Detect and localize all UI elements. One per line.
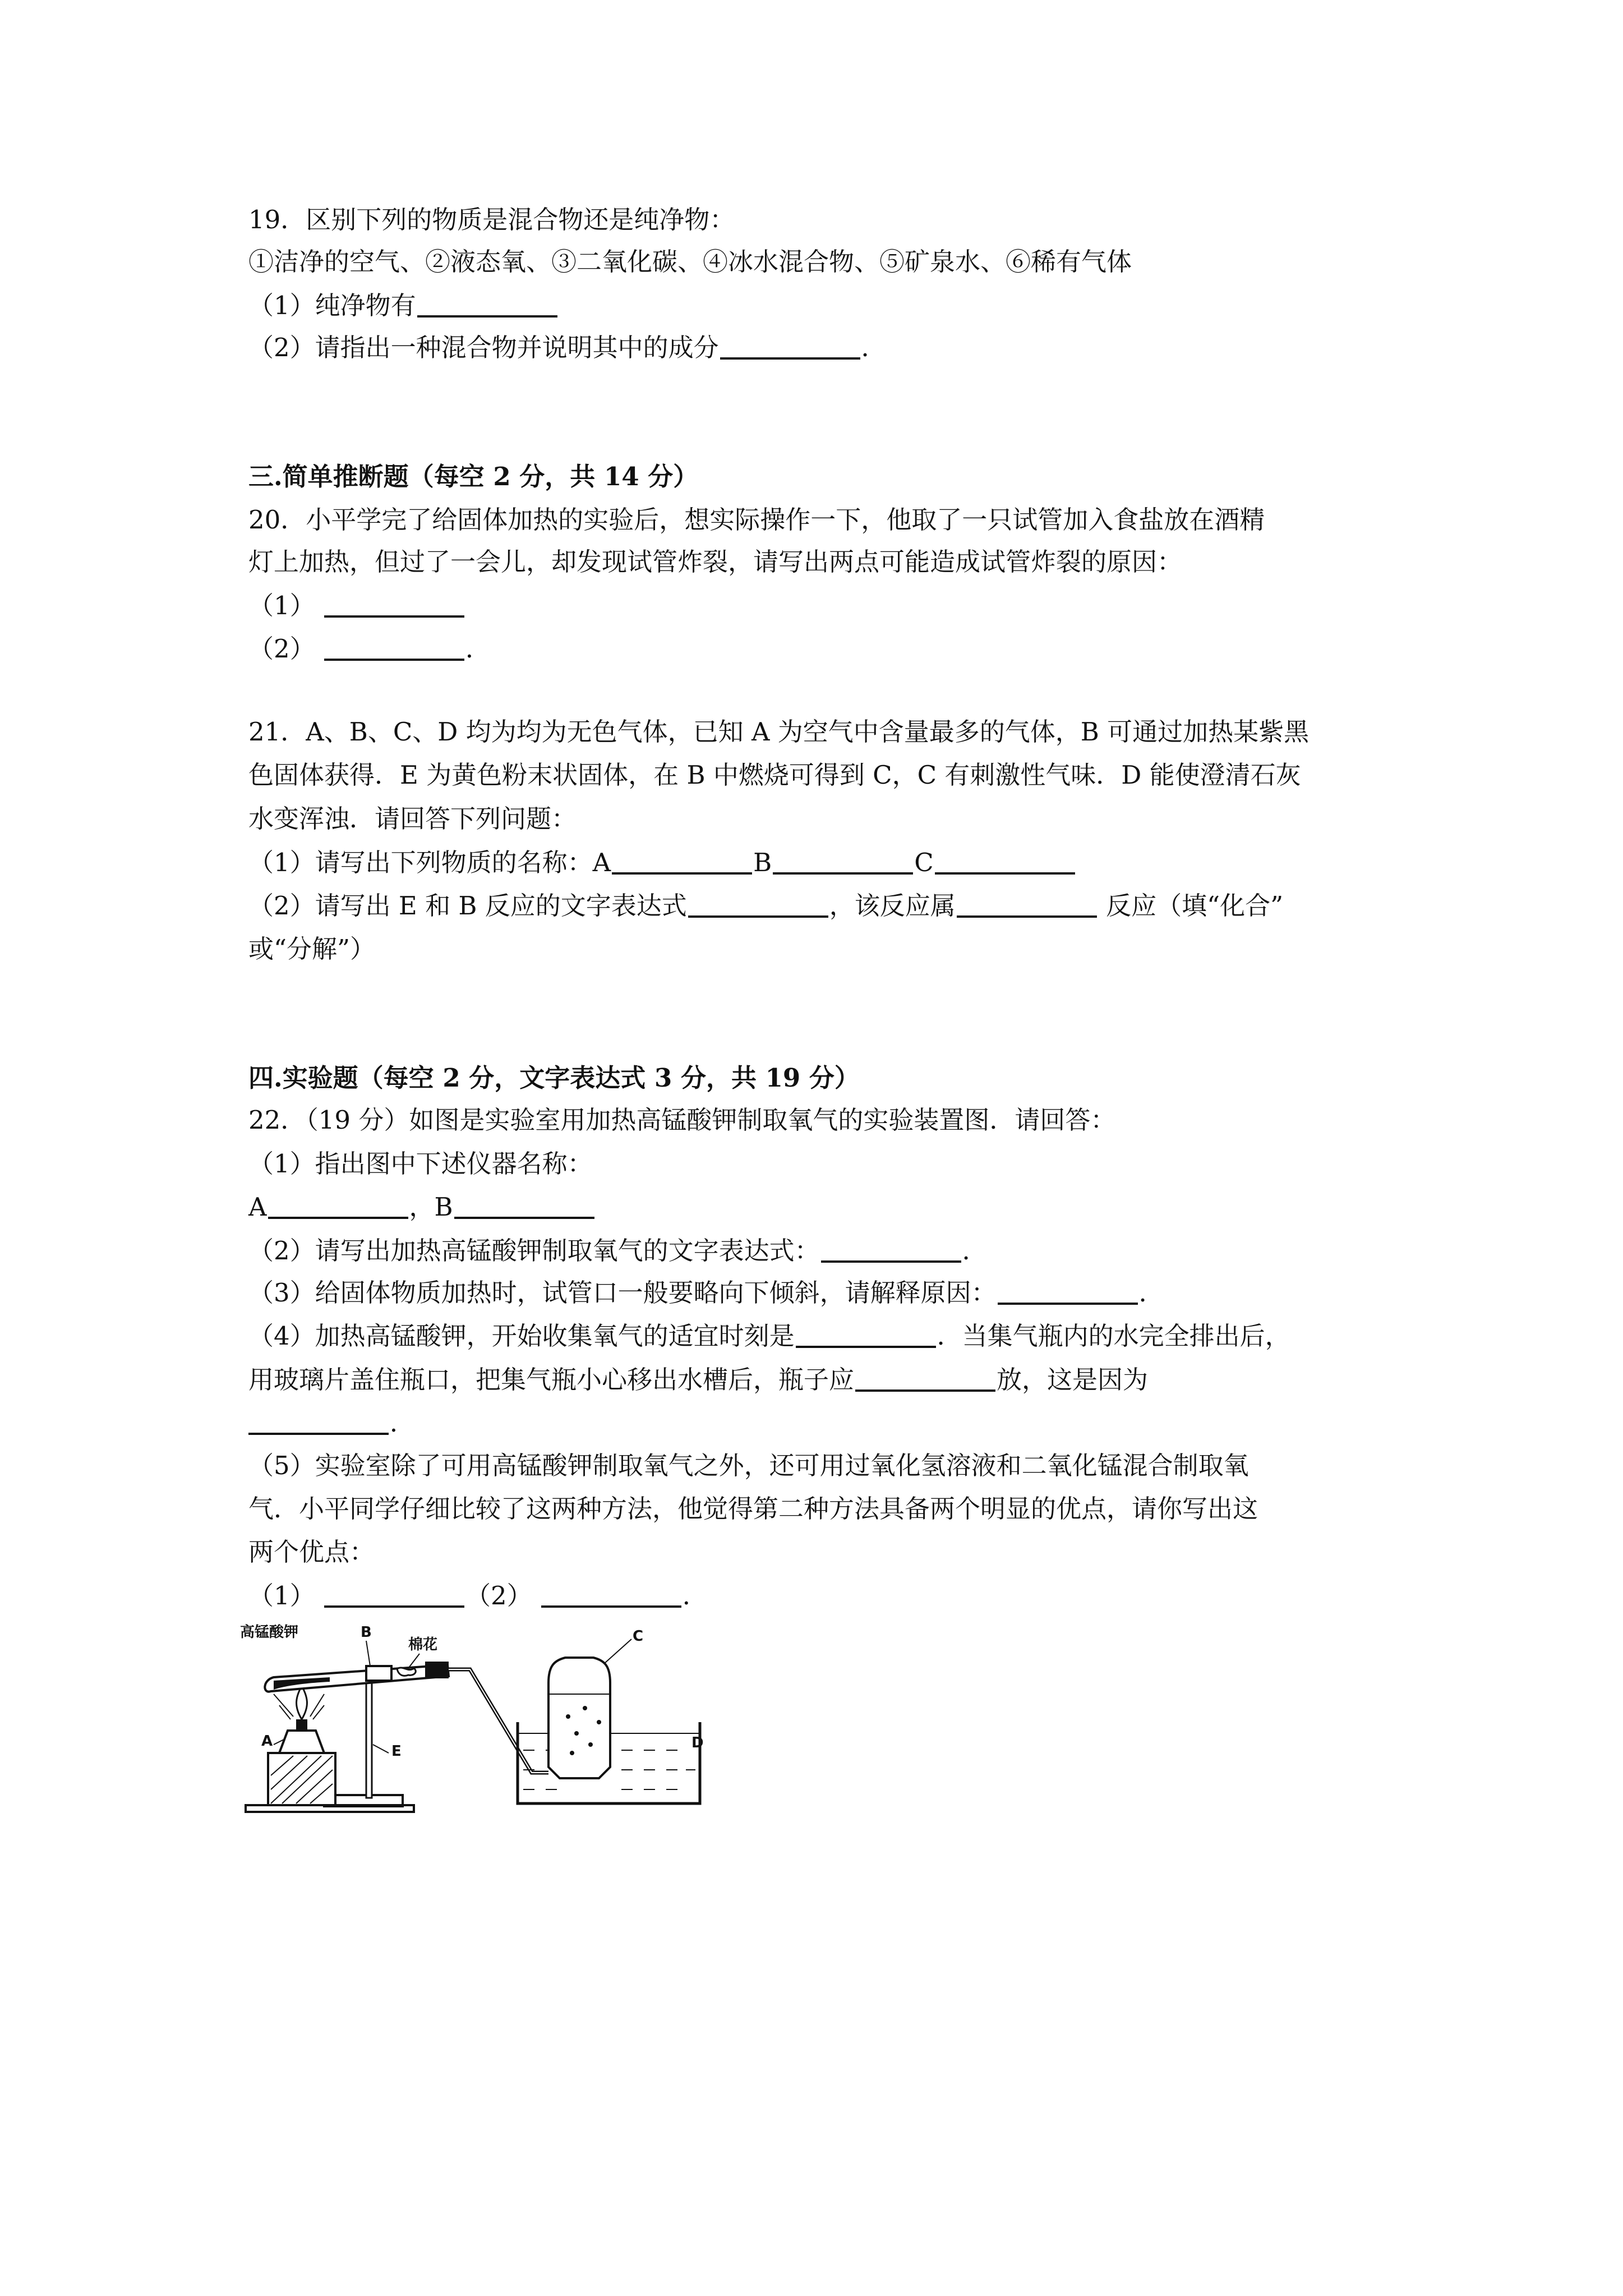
clamp [366,1666,391,1681]
q22-part4-text: （4）加热高锰酸钾，开始收集氧气的适宜时刻是 [248,1321,795,1351]
q19-part2-text: （2）请指出一种混合物并说明其中的成分 [248,333,719,362]
q22-label-b: ，B [409,1192,453,1222]
q21-part1 [248,846,1076,880]
q21-line1: 21．A、B、C、D 均为均为无色气体，已知 A 为空气中含量最多的气体，B 可通过加热某紫黑 [248,717,1310,747]
q22-part5-line2: 气．小平同学仔细比较了这两种方法，他觉得第二种方法具备两个明显的优点，请你写出这 [248,1494,1258,1524]
q21-part2 [248,889,1283,923]
punct: ． [465,634,491,664]
iron-stand-rod [366,1674,372,1798]
q22-stem: 22．（19 分）如图是实验室用加热高锰酸钾制取氧气的实验装置图．请回答： [248,1105,1116,1135]
alcohol-lamp [279,1731,324,1753]
punct: ． [962,1236,988,1266]
q21-part2-text: （2）请写出 E 和 B 反应的文字表达式 [248,891,687,921]
label-c: C [633,1628,644,1645]
q22-part4-cont2 [248,1406,415,1440]
answer-blank[interactable] [268,1194,408,1219]
label-b: B [361,1624,372,1641]
q22-part1: （1）指出图中下述仪器名称： [248,1149,593,1179]
q22-part5-label1: （1） [248,1581,315,1611]
answer-blank[interactable] [417,293,557,318]
q20-line2: 灯上加热，但过了一会儿，却发现试管炸裂，请写出两点可能造成试管炸裂的原因： [248,547,1183,577]
q19-part1 [248,289,559,323]
q19-stem: 19．区别下列的物质是混合物还是纯净物： [248,205,735,234]
punct: ． [861,333,887,362]
answer-blank[interactable] [688,893,828,918]
q22-part2-text: （2）请写出加热高锰酸钾制取氧气的文字表达式： [248,1236,820,1266]
punct: ． [390,1408,416,1438]
q22-part4-text2: 用玻璃片盖住瓶口，把集气瓶小心移出水槽后，瓶子应 [248,1365,855,1395]
q22-part3 [248,1276,1164,1310]
q22-part1-answers [248,1190,596,1224]
q20-part2-text: （2） [248,634,315,664]
q20-part1 [248,589,465,623]
q22-part4-mid: ．当集气瓶内的水完全排出后， [937,1321,1290,1351]
answer-blank[interactable] [324,1583,464,1608]
q19-part2 [248,331,887,365]
apparatus-diagram [240,1621,706,1829]
q22-label-a: A [248,1192,267,1222]
answer-blank[interactable] [324,636,464,661]
answer-blank[interactable] [612,850,752,875]
q22-part2 [248,1234,988,1268]
q20-line1: 20．小平学完了给固体加热的实验后，想实际操作一下，他取了一只试管加入食盐放在酒精 [248,505,1265,535]
delivery-tube [449,1669,548,1773]
q22-part4 [248,1319,1290,1353]
q20-part1-text: （1） [248,591,315,620]
q22-part3-text: （3）给固体物质加热时，试管口一般要略向下倾斜，请解释原因： [248,1278,997,1308]
q22-part5-line1: （5）实验室除了可用高锰酸钾制取氧气之外，还可用过氧化氢溶液和二氧化锰混合制取氧 [248,1451,1249,1480]
q20-part2 [248,632,491,666]
q21-label-b: B [753,848,772,877]
gas-collecting-bottle [548,1658,610,1778]
q21-part2-cont: 或“分解”） [248,934,376,964]
label-kmno4: 高锰酸钾 [240,1624,299,1641]
lamp-wick-holder [296,1719,307,1732]
q21-part1-text: （1）请写出下列物质的名称：A [248,848,611,877]
answer-blank[interactable] [541,1583,681,1608]
oxygen-apparatus-figure [240,1621,706,1829]
q22-part4-text3: 放，这是因为 [997,1365,1149,1395]
q19-substance-list: ①洁净的空气、②液态氧、③二氧化碳、④冰水混合物、⑤矿泉水、⑥稀有气体 [248,247,1132,277]
q21-part2-mid: ，该反应属 [829,891,956,921]
q22-part4-cont [248,1363,1148,1397]
answer-blank[interactable] [855,1367,995,1392]
q22-part5-answers [248,1579,708,1613]
q21-line3: 水变浑浊．请回答下列问题： [248,804,577,834]
label-e: E [391,1743,402,1760]
q21-line2: 色固体获得．E 为黄色粉末状固体，在 B 中燃烧可得到 C，C 有刺激性气味．D 能使澄清石灰 [248,760,1301,790]
q21-part2-end: 反应（填“化合” [1098,891,1284,921]
label-cotton: 棉花 [408,1636,438,1653]
answer-blank[interactable] [454,1194,594,1219]
answer-blank[interactable] [773,850,913,875]
label-a: A [261,1733,273,1750]
section-4-title: 四.实验题（每空 2 分，文字表达式 3 分，共 19 分） [248,1063,860,1093]
answer-blank[interactable] [796,1323,936,1348]
q22-part5-line3: 两个优点： [248,1537,375,1567]
q19-part1-text: （1）纯净物有 [248,291,416,320]
punct: ． [1138,1278,1164,1308]
label-d: D [691,1734,704,1751]
section-3-title: 三.简单推断题（每空 2 分，共 14 分） [248,462,699,491]
answer-blank[interactable] [821,1238,961,1263]
answer-blank[interactable] [324,593,464,618]
cotton-plug [397,1668,416,1676]
answer-blank[interactable] [248,1410,389,1435]
answer-blank[interactable] [720,335,860,360]
punct: ． [682,1581,708,1611]
test-tube [265,1665,449,1692]
flame [297,1686,307,1719]
q22-part5-label2: （2） [465,1581,532,1611]
answer-blank[interactable] [957,893,1097,918]
answer-blank[interactable] [935,850,1075,875]
q21-label-c: C [914,848,934,877]
answer-blank[interactable] [998,1280,1138,1305]
rubber-stopper [425,1662,449,1678]
